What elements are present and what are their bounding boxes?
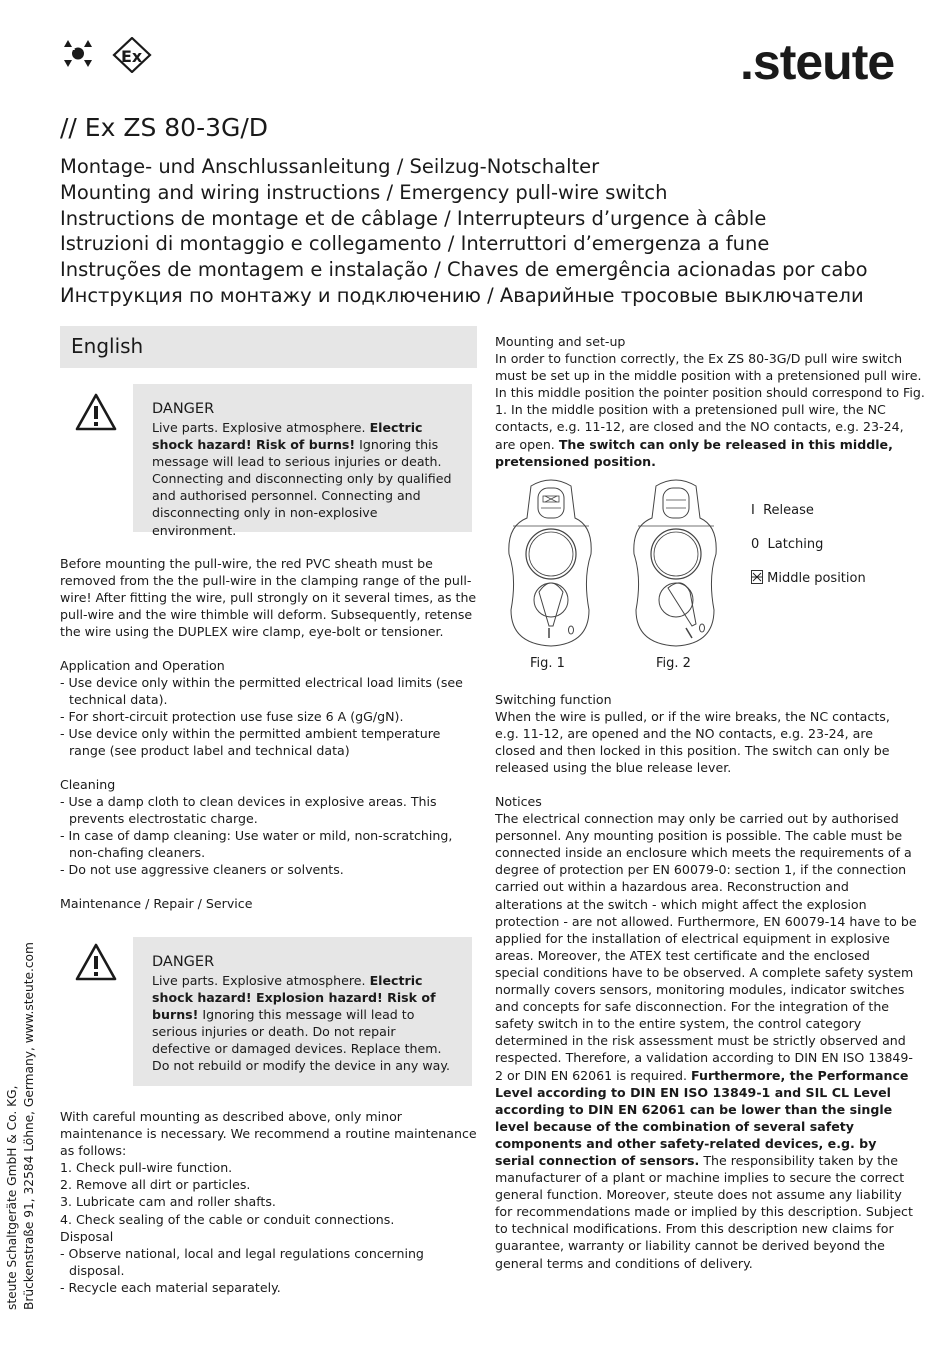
notices-text: The electrical connection may only be carried out by authorised personnel. Any mounting position is possible. The cable must be connected inside an enclosure which meets the requirements of a degree of protection per EN 60079-0: section 1, if the connection carried out within a hazardous area. Reconstruction and alterations at the switch - which might affect the explosion protection - are not allowed. Furthermore, EN 60079-14 have to be applied for the installation of electrical equipment in explosive areas. Moreover, the ATEX test certificate and the enclosed special conditions have to be observed. A complete safety system normally covers sensors, monitoring modules, indicator switches and concepts for safe disconnection. For the integration of the safety switch in to the entire system, the control category determined in the risk assessment must be strictly observed and respected. Therefore, a validation according to DIN EN ISO 13849-2 or DIN EN 62061 is required. Furthermore, the Performance Level according to DIN EN ISO 13849-1 and SIL CL Level according to DIN EN 62061 can be lower than the single level because of the combination of several safety components and other safety-related devices, e.g. by serial connection of sensors. The responsibility taken by the manufacturer of a plant or machine implies to secure the correct general function. Moreover, steute does not assume any liability for recommendations made or implied by this description. Subject to technical modifications. From this description new claims for guarantee, warranty or liability cannot be derived beyond the general terms and conditions of delivery. (495, 811, 917, 1271)
ex-mark-icon (112, 37, 152, 73)
routine-section (60, 1108, 480, 1228)
section-heading: Notices (495, 794, 542, 809)
list-item: - Use device only within the permitted ambient temperature range (see product label and technical data) (60, 726, 441, 759)
figure-legend (751, 494, 866, 596)
list-item: 1. Check pull-wire function. (60, 1160, 233, 1176)
list-item: 3. Lubricate cam and roller shafts. (60, 1194, 276, 1210)
disposal-section (60, 1228, 480, 1296)
danger-text: Live parts. Explosive atmosphere. Electric shock hazard! Explosion hazard! Risk of burns! Ignoring this message will lead to serious injuries or death. Do not repair defective or damaged devices. Replace them. Do not rebuild or modify the device in any way. (152, 973, 451, 1074)
figure-1-caption: Fig. 1 (530, 656, 565, 671)
section-heading: Mounting and set-up (495, 334, 626, 349)
footer-company: steute Schaltgeräte GmbH & Co. KG, (5, 1085, 19, 1310)
list-item: - Use a damp cloth to clean devices in explosive areas. This prevents electrostatic charge. (60, 794, 437, 827)
switching-section (495, 691, 907, 776)
warning-triangle-icon (74, 392, 118, 432)
section-heading: Disposal (60, 1229, 114, 1244)
danger-box-2 (133, 937, 472, 1086)
brand-logo: .steute (740, 34, 895, 90)
subtitle-en: Mounting and wiring instructions / Emergency pull-wire switch (60, 180, 668, 204)
maintenance-heading: Maintenance / Repair / Service (60, 896, 253, 911)
subtitle-fr: Instructions de montage et de câblage / Interrupteurs d’urgence à câble (60, 206, 767, 230)
switching-text: When the wire is pulled, or if the wire breaks, the NC contacts, e.g. 11-12, are opened and the NO contacts, e.g. 23-24, are closed and then locked in this position. The switch can only be released using the blue release lever. (495, 709, 890, 776)
document-title: // Ex ZS 80-3G/D (60, 113, 269, 142)
figure-1-switch-drawing (505, 478, 597, 650)
list-item: 2. Remove all dirt or particles. (60, 1177, 251, 1193)
middle-position-icon (751, 570, 763, 584)
list-item: - Recycle each material separately. (60, 1280, 281, 1296)
danger-title: DANGER (152, 954, 215, 970)
danger-title: DANGER (152, 401, 215, 417)
subtitle-de: Montage- und Anschlussanleitung / Seilzug-Notschalter (60, 155, 600, 178)
list-item: - For short-circuit protection use fuse size 6 A (gG/gN). (60, 709, 404, 725)
list-item: - Use device only within the permitted electrical load limits (see technical data). (60, 675, 463, 708)
routine-intro: With careful mounting as described above, only minor maintenance is necessary. We recommend a routine maintenance as follows: (60, 1109, 477, 1159)
language-label: English (71, 334, 144, 358)
subtitle-ru: Инструкция по монтажу и подключению / Аварийные тросовые выключатели (60, 283, 864, 307)
subtitle-list (60, 154, 868, 309)
company-footer (4, 910, 38, 1310)
mounting-section (495, 333, 925, 470)
svg-text:Ex: Ex (121, 47, 143, 66)
subtitle-it: Istruzioni di montaggio e collegamento / Interruttori d’emergenza a fune (60, 232, 770, 256)
figure-2-caption: Fig. 2 (656, 656, 691, 671)
list-item: - In case of damp cleaning: Use water or mild, non-scratching, non-chafing cleaners. (60, 828, 453, 861)
legend-middle: Middle position (751, 562, 866, 596)
intro-paragraph: Before mounting the pull-wire, the red PVC sheath must be removed from the the pull-wire in the clamping range of the pull-wire! After fitting the wire, pull strongly on it several times, as the pull-wire and the wire thimble will deform. Subsequently, retense the wire using the DUPLEX wire clamp, eye-bolt or tensioner. (60, 556, 477, 640)
list-item: - Do not use aggressive cleaners or solvents. (60, 862, 344, 878)
cleaning-section (60, 776, 470, 879)
list-item: 4. Check sealing of the cable or conduit connections. (60, 1211, 395, 1227)
mounting-text: In order to function correctly, the Ex ZS 80-3G/D pull wire switch must be set up in the middle position with a pretensioned pull wire. In this middle position the pointer position should correspond to Fig. 1. In the middle position with a pretensioned pull wire, the NC contacts, e.g. 11-12, are closed and the NO contacts, e.g. 23-24, are open. The switch can only be released in this middle, pretensioned position. (495, 351, 925, 469)
legend-latching: 0 Latching (751, 537, 824, 552)
application-section (60, 657, 480, 760)
warning-triangle-icon (74, 942, 118, 982)
danger-box-1 (133, 384, 472, 538)
explosion-proof-cert-icon (58, 38, 98, 70)
section-heading: Switching function (495, 692, 612, 707)
notices-section (495, 793, 917, 1272)
danger-text: Live parts. Explosive atmosphere. Electric shock hazard! Risk of burns! Ignoring this message will lead to serious injuries or death. Connecting and disconnecting only by qualified and authorised personnel. Connecting and disconnecting only in non-explosive environment. (152, 420, 452, 538)
section-heading: Application and Operation (60, 658, 225, 673)
subtitle-pt: Instruções de montagem e instalação / Chaves de emergência acionadas por cabo (60, 258, 868, 282)
language-bar (60, 326, 477, 368)
footer-address: Brückenstraße 91, 32584 Löhne, Germany, www.steute.com (22, 942, 36, 1310)
legend-release: I Release (751, 503, 814, 518)
figure-2-switch-drawing (630, 478, 722, 650)
list-item: - Observe national, local and legal regulations concerning disposal. (60, 1246, 424, 1279)
section-heading: Cleaning (60, 777, 116, 792)
